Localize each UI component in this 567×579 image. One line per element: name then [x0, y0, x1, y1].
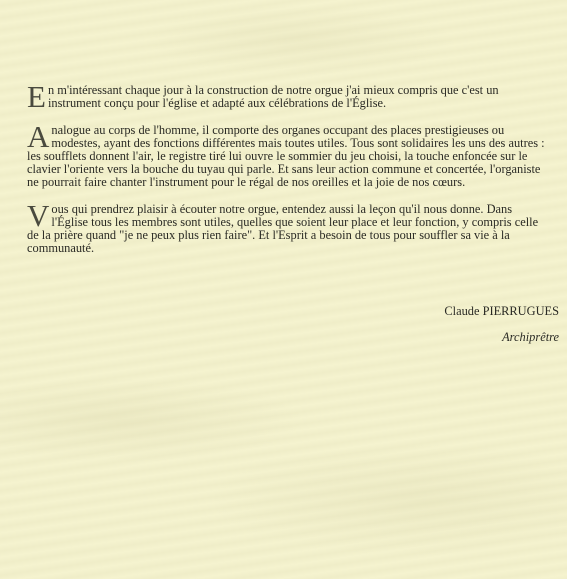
signature-role: Archiprêtre — [502, 330, 559, 344]
drop-cap-2: A — [27, 119, 50, 154]
paragraph-2-text: nalogue au corps de l'homme, il comporte des organes occupant des places prestigieuses ou modestes, ayant des fonctions différentes mais toutes utiles. Tous sont solidaires les uns des autres : les soufflets donnent l'air, le registre tiré lui ouvre le sommier du jeu choisi, la touche enfoncée sur le clavier l'oriente vers la bouche du tuyau qui parle. Et sans leur action commune et concertée, l'organiste ne pourrait faire chanter l'instrument pour le régal de nos oreilles et la joie de nos cœurs. — [27, 123, 545, 189]
paragraph-2 — [27, 119, 549, 189]
signature-block — [444, 302, 559, 346]
paragraph-3-text: ous qui prendrez plaisir à écouter notre orgue, entendez aussi la leçon qu'il nous donne. Dans l'Église tous les membres sont utiles, quelles que soient leur place et leur fonction, y compris celle de la prière quand "je ne peux plus rien faire". Et l'Esprit a besoin de tous pour souffler sa vie à la communauté. — [27, 202, 539, 255]
paragraph-1-text: n m'intéressant chaque jour à la construction de notre orgue j'ai mieux compris que c'est un instrument conçu pour l'église et adapté aux célébrations de l'Église. — [47, 83, 499, 110]
drop-cap-3: V — [27, 198, 50, 233]
signature-name: Claude PIERRUGUES — [444, 304, 559, 318]
paragraph-3 — [27, 198, 549, 255]
paragraph-1 — [27, 79, 549, 114]
drop-cap-1: E — [27, 79, 46, 114]
text-block — [27, 79, 549, 269]
